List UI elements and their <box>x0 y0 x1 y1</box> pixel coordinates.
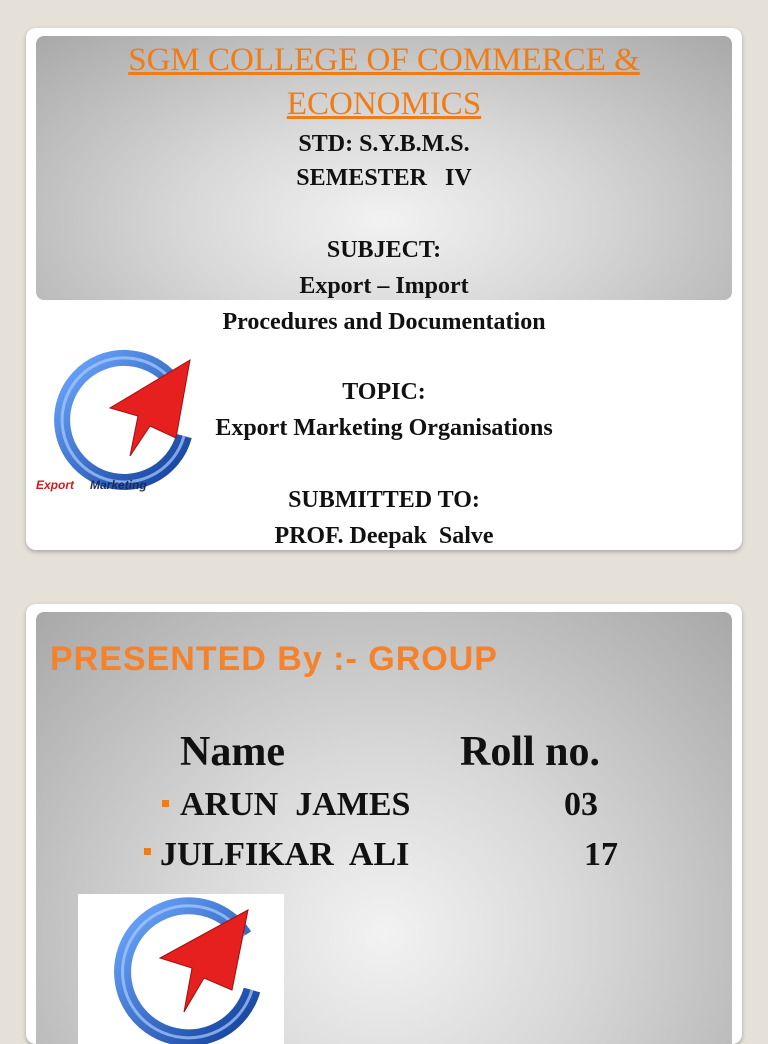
member-roll: 03 <box>564 786 598 823</box>
std-text: STD: S.Y.B.M.S. <box>298 131 470 157</box>
submitted-label: SUBMITTED TO: <box>288 487 480 513</box>
export-marketing-logo-icon <box>78 894 284 1044</box>
member-roll: 17 <box>584 836 618 873</box>
college-title-line1: SGM COLLEGE OF COMMERCE & <box>128 42 640 78</box>
roll-column-header: Roll no. <box>460 729 601 775</box>
subject-label: SUBJECT: <box>326 237 442 263</box>
presented-by-heading: PRESENTED By :- GROUP <box>50 640 498 678</box>
slide-1 <box>26 28 742 550</box>
member-name: JULFIKAR ALI <box>160 836 410 873</box>
bullet-icon <box>144 848 151 855</box>
name-column-header: Name <box>180 729 285 775</box>
member-name: ARUN JAMES <box>180 786 411 823</box>
submitted-to-text: PROF. Deepak Salve <box>274 523 494 549</box>
bullet-icon <box>162 800 169 807</box>
topic-text: Export Marketing Organisations <box>215 415 553 441</box>
slide-2 <box>26 604 742 1044</box>
export-marketing-logo <box>26 346 206 506</box>
college-title-line2: ECONOMICS <box>286 86 482 122</box>
topic-label: TOPIC: <box>342 379 426 405</box>
subject-line1: Export – Import <box>299 273 469 299</box>
semester-text: SEMESTER IV <box>296 165 472 191</box>
subject-line2: Procedures and Documentation <box>222 309 546 335</box>
export-marketing-logo-icon <box>26 346 206 506</box>
logo-text-marketing: Marketing <box>90 478 147 492</box>
logo-text-export: Export <box>36 478 75 492</box>
export-marketing-logo <box>78 894 284 1044</box>
